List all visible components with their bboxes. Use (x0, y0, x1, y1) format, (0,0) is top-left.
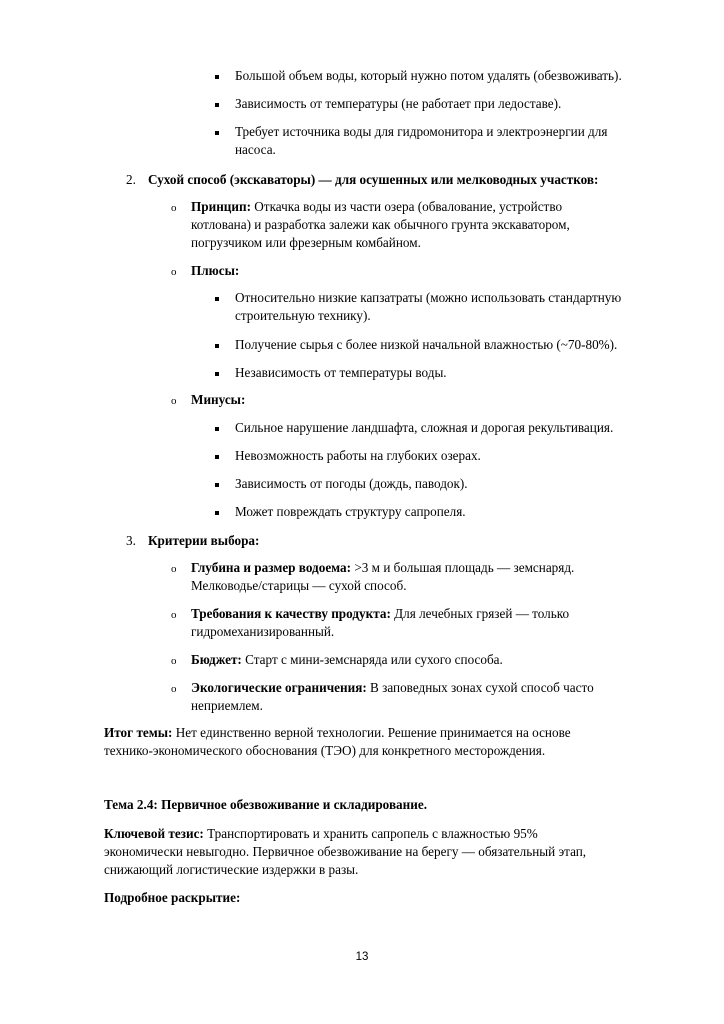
list-item-continuation: насоса. (235, 142, 276, 157)
list-item: Зависимость от температуры (не работает при ледоставе). (235, 96, 562, 111)
criterion-item: Требования к качеству продукта: Для лечебных грязей — только (191, 606, 570, 621)
bullet-circle: o (171, 563, 177, 575)
principle-text: Принцип: Откачка воды из части озера (обвалование, устройство (191, 199, 563, 214)
bullet-circle: o (171, 609, 177, 621)
principle-text-cont: котлована) и разработка залежи как обычного грунта экскаватором, (191, 217, 570, 232)
pros-heading: Плюсы: (191, 263, 240, 278)
criterion-item: Глубина и размер водоема: >3 м и большая площадь — земснаряд. (191, 560, 575, 575)
list-item: Может повреждать структуру сапропеля. (235, 504, 466, 519)
criterion-item-cont: Мелководье/старицы — сухой способ. (191, 578, 407, 593)
summary-paragraph-cont: технико-экономического обоснования (ТЭО) для конкретного месторождения. (104, 743, 546, 758)
list-item: Сильное нарушение ландшафта, сложная и дорогая рекультивация. (235, 420, 614, 435)
list-item: Независимость от температуры воды. (235, 365, 447, 380)
bullet-circle: o (171, 395, 177, 407)
bullet-square (215, 297, 219, 301)
section-heading: Сухой способ (экскаваторы) — для осушенных или мелководных участков: (148, 172, 599, 187)
bullet-square (215, 511, 219, 515)
bullet-square (215, 372, 219, 376)
list-item-continuation: строительную технику). (235, 308, 371, 323)
criterion-item-cont: гидромеханизированный. (191, 624, 335, 639)
criterion-item: Бюджет: Старт с мини-земснаряда или сухого способа. (191, 652, 503, 667)
section-heading: Критерии выбора: (148, 533, 260, 548)
list-item: Требует источника воды для гидромонитора и электроэнергии для (235, 124, 608, 139)
criterion-item-cont: неприемлем. (191, 698, 263, 713)
cons-heading: Минусы: (191, 392, 246, 407)
thesis-paragraph-cont: снижающий логистические издержки в разы. (104, 862, 359, 877)
bullet-circle: o (171, 683, 177, 695)
list-number: 2. (126, 172, 136, 187)
page-number: 13 (355, 951, 369, 963)
bullet-circle: o (171, 266, 177, 278)
bullet-square (215, 131, 219, 135)
bullet-square (215, 75, 219, 79)
bullet-square (215, 344, 219, 348)
list-number: 3. (126, 533, 136, 548)
list-item: Зависимость от погоды (дождь, паводок). (235, 476, 468, 491)
bullet-square (215, 455, 219, 459)
bullet-square (215, 103, 219, 107)
criterion-item: Экологические ограничения: В заповедных зонах сухой способ часто (191, 680, 594, 695)
details-heading: Подробное раскрытие: (104, 890, 241, 905)
principle-text-cont: погрузчиком или фрезерным комбайном. (191, 235, 421, 250)
list-item: Относительно низкие капзатраты (можно использовать стандартную (235, 290, 622, 305)
thesis-paragraph: Ключевой тезис: Транспортировать и хранить сапропель с влажностью 95% (104, 826, 538, 841)
bullet-circle: o (171, 655, 177, 667)
thesis-paragraph-cont: экономически невыгодно. Первичное обезвоживание на берегу — обязательный этап, (104, 844, 587, 859)
list-item: Невозможность работы на глубоких озерах. (235, 448, 481, 463)
summary-paragraph: Итог темы: Нет единственно верной технологии. Решение принимается на основе (104, 725, 571, 740)
list-item: Получение сырья с более низкой начальной влажностью (~70-80%). (235, 337, 618, 352)
topic-title: Тема 2.4: Первичное обезвоживание и складирование. (104, 797, 428, 812)
bullet-square (215, 483, 219, 487)
bullet-circle: o (171, 202, 177, 214)
list-item: Большой объем воды, который нужно потом удалять (обезвоживать). (235, 68, 622, 83)
bullet-square (215, 427, 219, 431)
